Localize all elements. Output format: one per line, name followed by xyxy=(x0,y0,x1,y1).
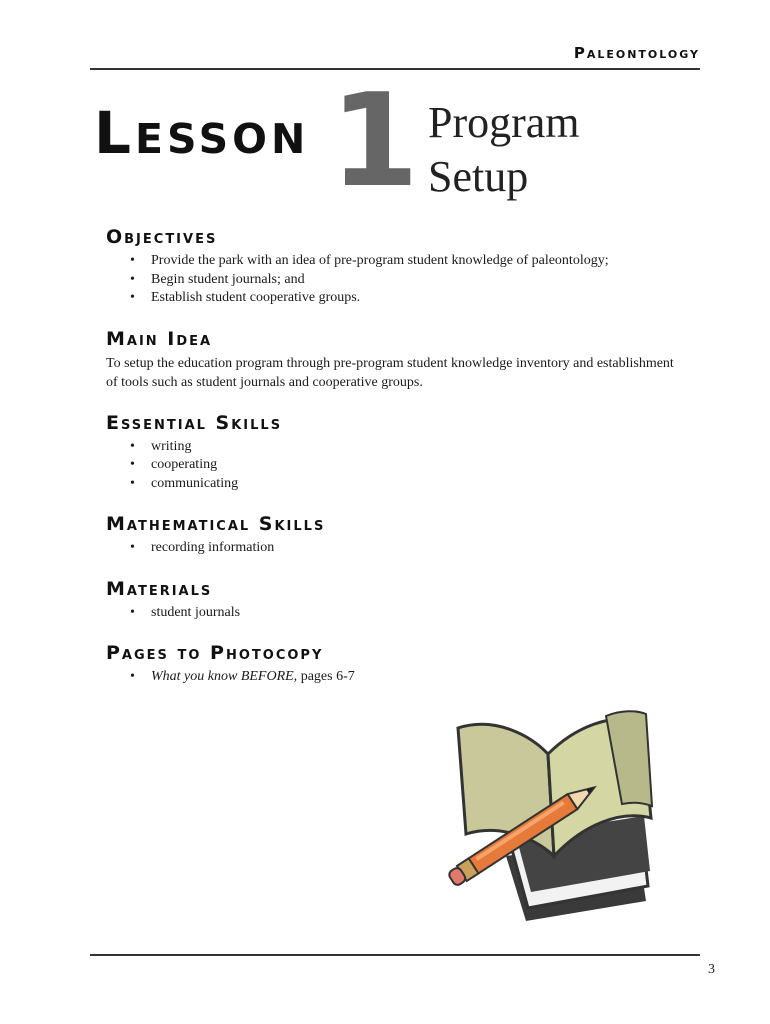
list-item: • recording information xyxy=(151,539,686,558)
objectives-heading: Objectives xyxy=(106,226,218,248)
lesson-number: 1 xyxy=(330,67,420,216)
objectives-section xyxy=(106,224,686,308)
main-idea-text: To setup the education program through pre-program student knowledge inventory and establishment of tools such as student journals and cooperative groups. xyxy=(106,355,674,390)
essential-skills-list xyxy=(106,438,686,494)
footer-rule xyxy=(90,954,700,956)
materials-section xyxy=(106,576,686,623)
lesson-content xyxy=(106,224,686,705)
list-item: • Begin student journals; and xyxy=(151,271,686,290)
list-item: • student journals xyxy=(151,604,686,623)
page-number: 3 xyxy=(708,962,715,977)
photocopy-item-title: What you know BEFORE, xyxy=(151,669,298,684)
mathematical-skills-list xyxy=(106,539,686,558)
running-header: Paleontology xyxy=(573,44,700,62)
main-idea-section xyxy=(106,326,686,392)
list-item: • Establish student cooperative groups. xyxy=(151,289,686,308)
pages-to-photocopy-heading: Pages to Photocopy xyxy=(106,642,324,664)
materials-heading: Materials xyxy=(106,577,213,600)
lesson-title-line2: Setup xyxy=(428,152,529,201)
list-item: • cooperating xyxy=(151,456,686,475)
essential-skills-heading: Essential Skills xyxy=(106,411,283,434)
objectives-list xyxy=(106,252,686,308)
mathematical-skills-heading: Mathematical Skills xyxy=(106,513,326,535)
lesson-label: Lesson xyxy=(94,99,310,167)
essential-skills-section xyxy=(106,410,686,494)
journal-and-pencil-clipart-icon xyxy=(436,706,676,926)
pages-to-photocopy-list xyxy=(106,668,686,687)
lesson-title xyxy=(428,96,580,204)
lesson-title-line1: Program xyxy=(428,98,580,147)
materials-list xyxy=(106,604,686,623)
main-idea-heading: Main Idea xyxy=(106,327,213,350)
photocopy-item-pages: pages 6-7 xyxy=(297,669,355,684)
pages-to-photocopy-section xyxy=(106,640,686,687)
list-item: • communicating xyxy=(151,475,686,494)
list-item xyxy=(151,668,686,687)
list-item: • Provide the park with an idea of pre-program student knowledge of paleontology; xyxy=(151,252,686,271)
mathematical-skills-section xyxy=(106,511,686,558)
list-item: • writing xyxy=(151,438,686,457)
